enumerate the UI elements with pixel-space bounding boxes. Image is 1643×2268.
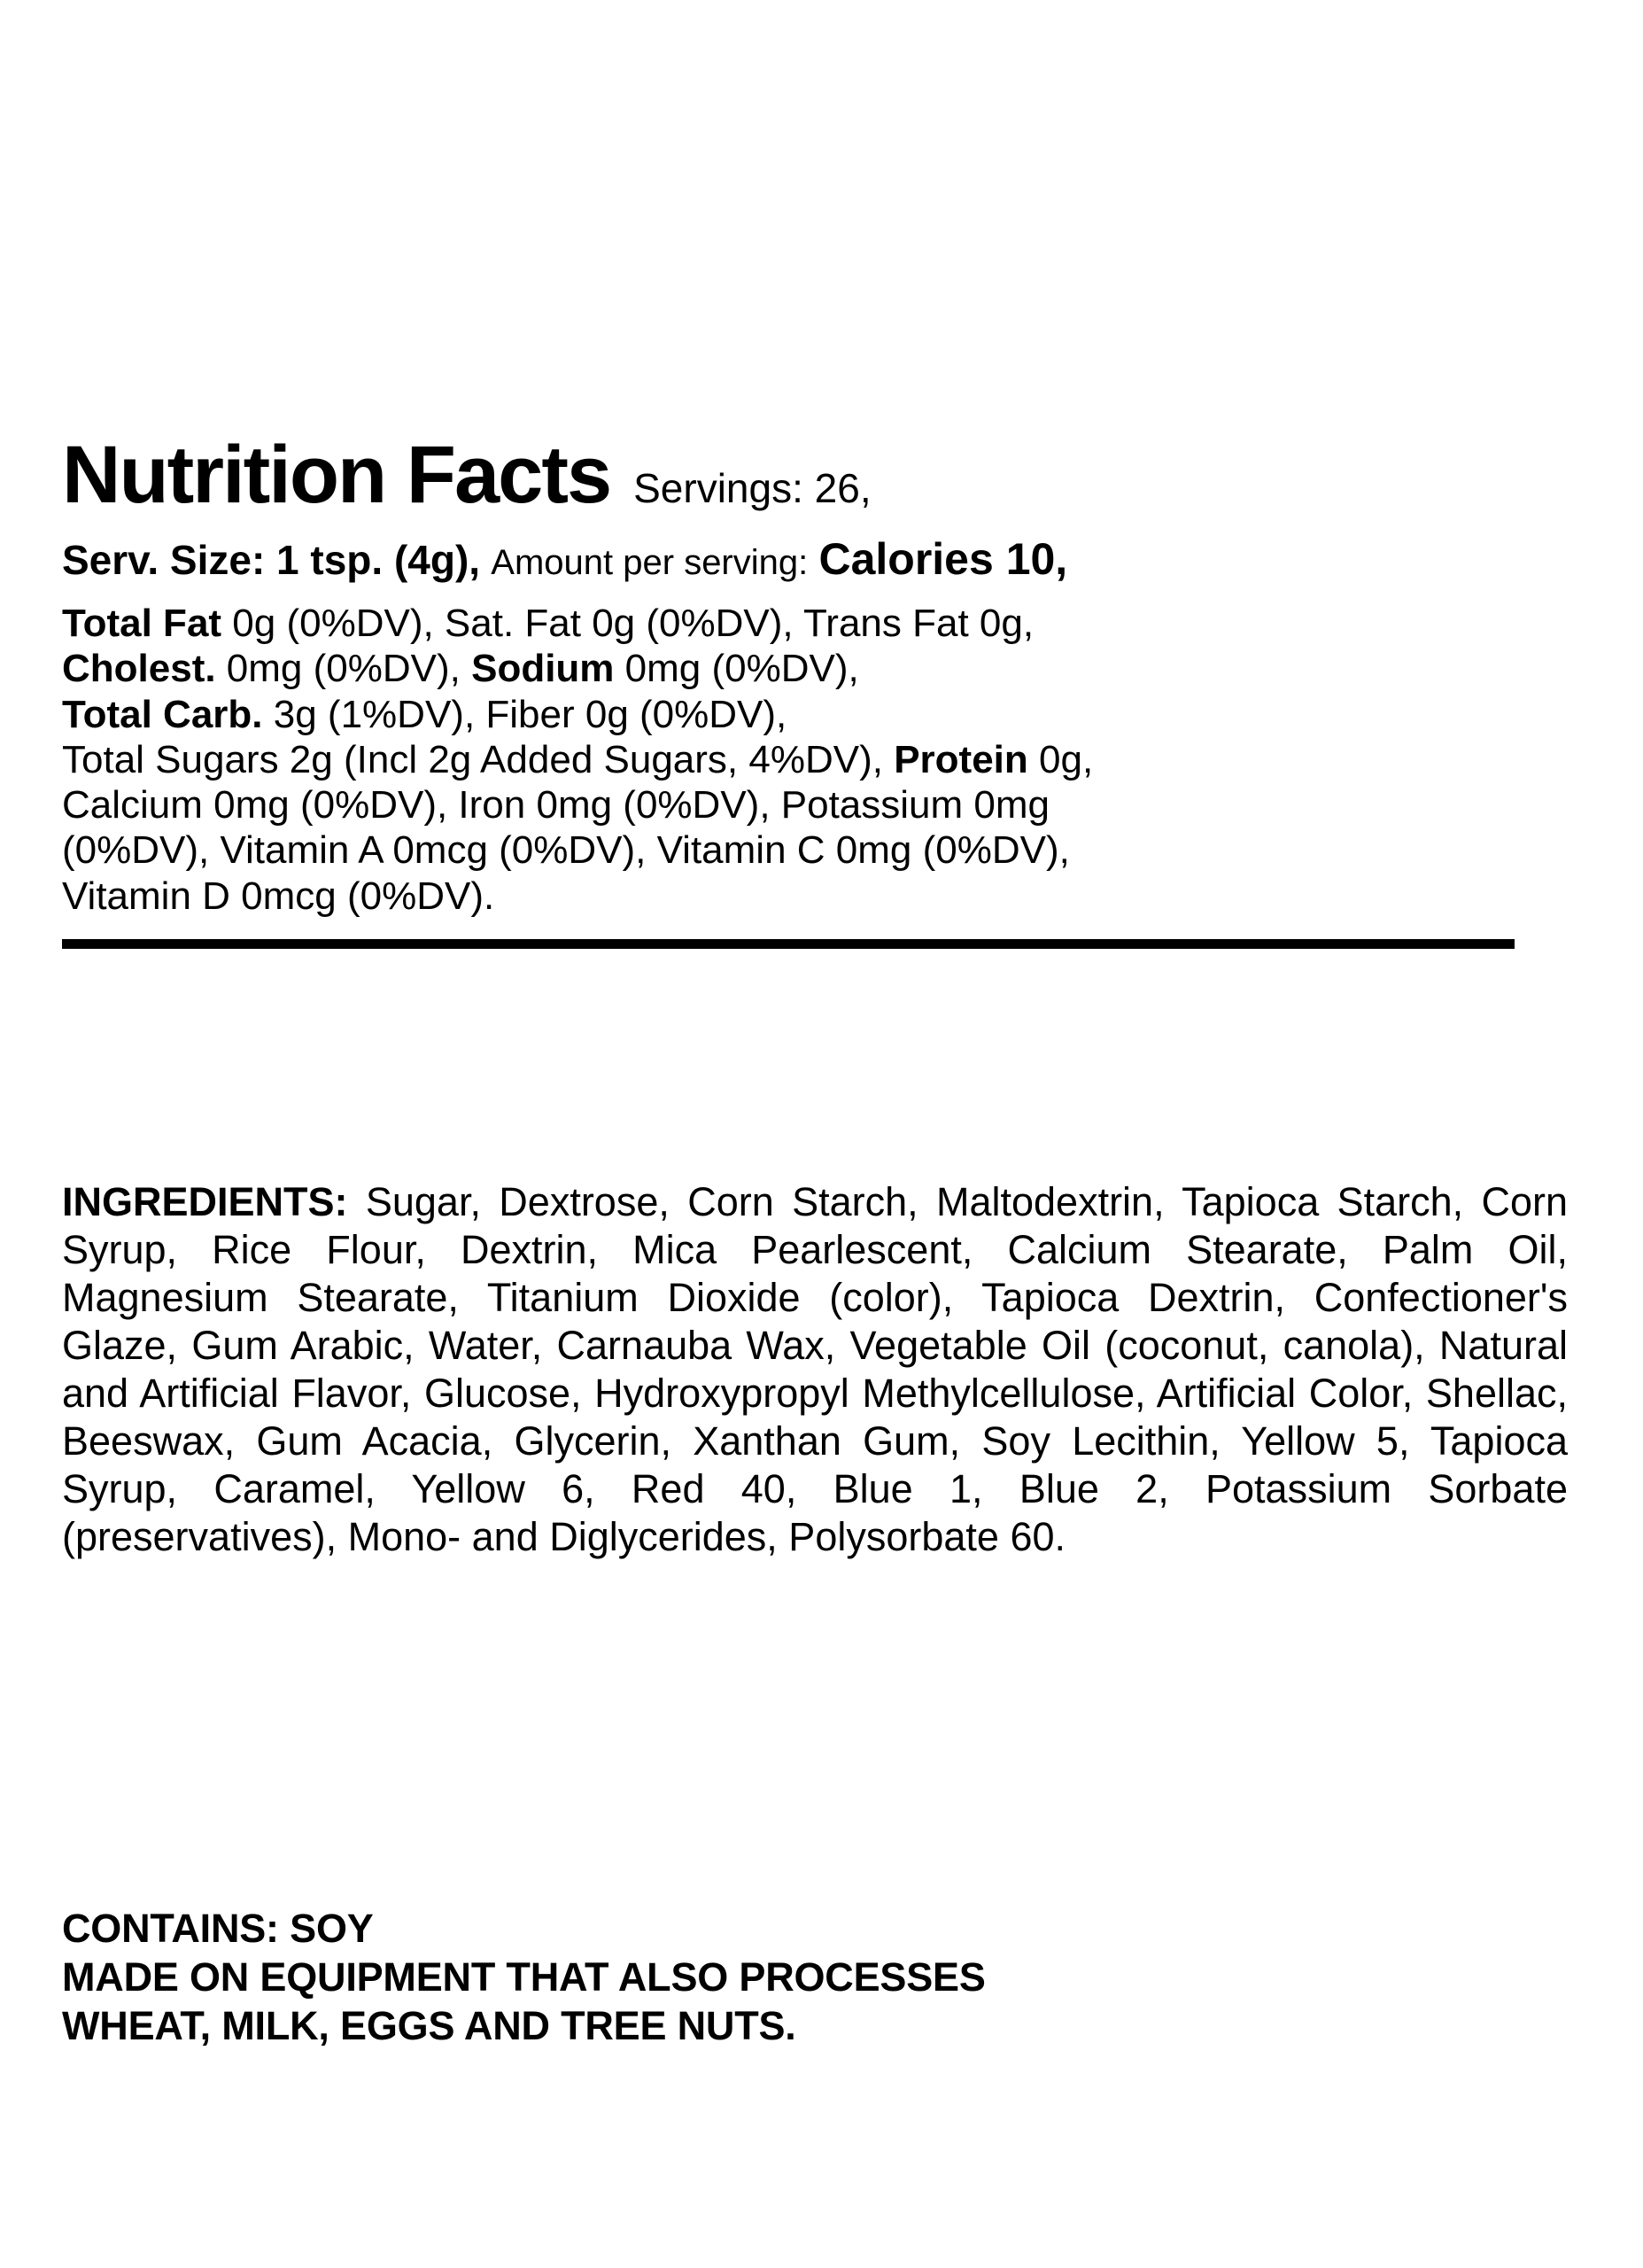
- page-title: Nutrition Facts: [62, 430, 611, 520]
- nutrient-name: Sodium: [471, 647, 615, 691]
- section-divider: [62, 939, 1515, 949]
- serving-size-row: [62, 535, 1515, 584]
- nutrient-value: 0mg (0%DV),: [215, 647, 472, 691]
- nutrient-line: [62, 738, 1515, 781]
- servings-text: Servings: 26,: [633, 465, 872, 511]
- nutrient-value: (0%DV), Vitamin A 0mcg (0%DV), Vitamin C 0mg (0%DV),: [62, 828, 1070, 873]
- nutrient-name: Total Carb.: [62, 692, 263, 736]
- ingredients-heading: INGREDIENTS:: [62, 1179, 348, 1224]
- nutrition-facts-panel: [62, 430, 1515, 949]
- nutrient-line: [62, 602, 1515, 645]
- nutrient-value: 0mg (0%DV),: [614, 647, 859, 691]
- nutrient-value: 0g (0%DV), Sat. Fat 0g (0%DV), Trans Fat 0g,: [221, 602, 1035, 645]
- nutrient-value: 3g (1%DV), Fiber 0g (0%DV),: [262, 692, 787, 736]
- nutrient-value: Vitamin D 0mcg (0%DV).: [62, 874, 495, 918]
- nutrient-lines: [62, 602, 1515, 918]
- serving-size-label: Serv. Size: 1 tsp. (4g),: [62, 537, 481, 583]
- nutrient-line: [62, 783, 1515, 827]
- ingredients-section: [62, 1178, 1568, 1561]
- allergen-contains-line: CONTAINS: SOY: [62, 1906, 374, 1951]
- nutrient-line: [62, 693, 1515, 736]
- nutrient-line: [62, 828, 1515, 872]
- calories-value: Calories 10,: [818, 534, 1068, 584]
- amount-per-serving-label: Amount per serving:: [491, 543, 809, 582]
- allergen-equipment-line-2: WHEAT, MILK, EGGS AND TREE NUTS.: [62, 2002, 796, 2048]
- nutrient-line: [62, 874, 1515, 918]
- nutrient-line: [62, 647, 1515, 690]
- allergen-equipment-line-1: MADE ON EQUIPMENT THAT ALSO PROCESSES: [62, 1953, 986, 2000]
- nutrient-name: Protein: [894, 737, 1028, 781]
- allergen-statement: [62, 1905, 1568, 2051]
- nutrient-value: 0g,: [1027, 737, 1094, 781]
- nutrient-value: Total Sugars 2g (Incl 2g Added Sugars, 4%DV),: [62, 737, 895, 781]
- ingredients-text: Sugar, Dextrose, Corn Starch, Maltodextrin, Tapioca Starch, Corn Syrup, Rice Flour, Dextrin, Mica Pearlescent, Calcium Stearate, Palm Oil, Magnesium Stearate, Titanium Dioxide (color), Tapioca Dextrin, Confectioner's Glaze, Gum Arabic, Water, Carnauba Wax, Vegetable Oil (coconut, canola), Natural and Artificial Flavor, Glucose, Hydroxypropyl Methylcellulose, Artificial Color, Shellac, Beeswax, Gum Acacia, Glycerin, Xanthan Gum, Soy Lecithin, Yellow 5, Tapioca Syrup, Caramel, Yellow 6, Red 40, Blue 1, Blue 2, Potassium Sorbate (preservatives), Mono- and Diglycerides, Polysorbate 60.: [62, 1179, 1568, 1559]
- nutrient-name: Total Fat: [62, 602, 222, 645]
- nutrition-facts-title-row: [62, 430, 1515, 520]
- nutrient-value: Calcium 0mg (0%DV), Iron 0mg (0%DV), Potassium 0mg: [62, 783, 1050, 827]
- nutrient-name: Cholest.: [62, 647, 216, 691]
